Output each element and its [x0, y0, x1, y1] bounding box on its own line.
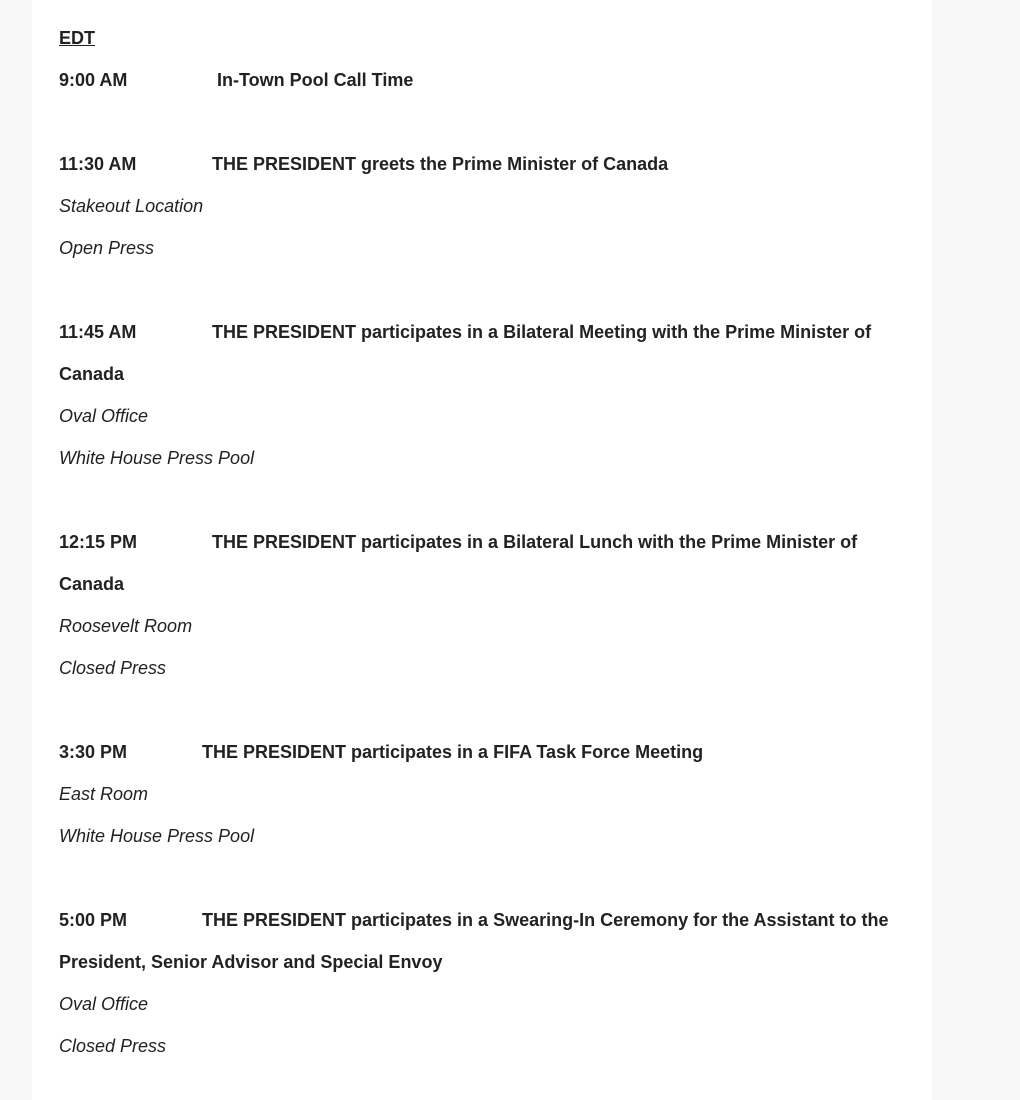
event-press: White House Press Pool — [59, 826, 255, 846]
event-press: Open Press — [59, 238, 155, 258]
event-press: Closed Press — [59, 658, 167, 678]
event-location: East Room — [59, 784, 149, 804]
event-time: 12:15 PM — [59, 532, 138, 552]
event-title-continued: President, Senior Advisor and Special Envoy — [59, 952, 443, 972]
event-title: THE PRESIDENT participates in a FIFA Task Force Meeting — [202, 742, 704, 762]
event-press: White House Press Pool — [59, 448, 255, 468]
event-time: 9:00 AM — [59, 70, 128, 90]
event-location: Roosevelt Room — [59, 616, 193, 636]
event-location: Stakeout Location — [59, 196, 204, 216]
event-location: Oval Office — [59, 994, 149, 1014]
event-time: 11:45 AM — [59, 322, 137, 342]
event-time: 11:30 AM — [59, 154, 137, 174]
timezone-heading: EDT — [59, 28, 95, 48]
event-time: 3:30 PM — [59, 742, 128, 762]
event-title-continued: Canada — [59, 574, 125, 594]
event-press: Closed Press — [59, 1036, 167, 1056]
document-page — [32, 0, 932, 1100]
event-title: THE PRESIDENT participates in a Bilateral Meeting with the Prime Minister of — [212, 322, 872, 342]
event-title: THE PRESIDENT greets the Prime Minister of Canada — [212, 154, 669, 174]
event-time: 5:00 PM — [59, 910, 128, 930]
event-location: Oval Office — [59, 406, 149, 426]
event-title: In-Town Pool Call Time — [217, 70, 414, 90]
event-title: THE PRESIDENT participates in a Swearing-In Ceremony for the Assistant to the — [202, 910, 889, 930]
event-title-continued: Canada — [59, 364, 125, 384]
event-title: THE PRESIDENT participates in a Bilateral Lunch with the Prime Minister of — [212, 532, 858, 552]
